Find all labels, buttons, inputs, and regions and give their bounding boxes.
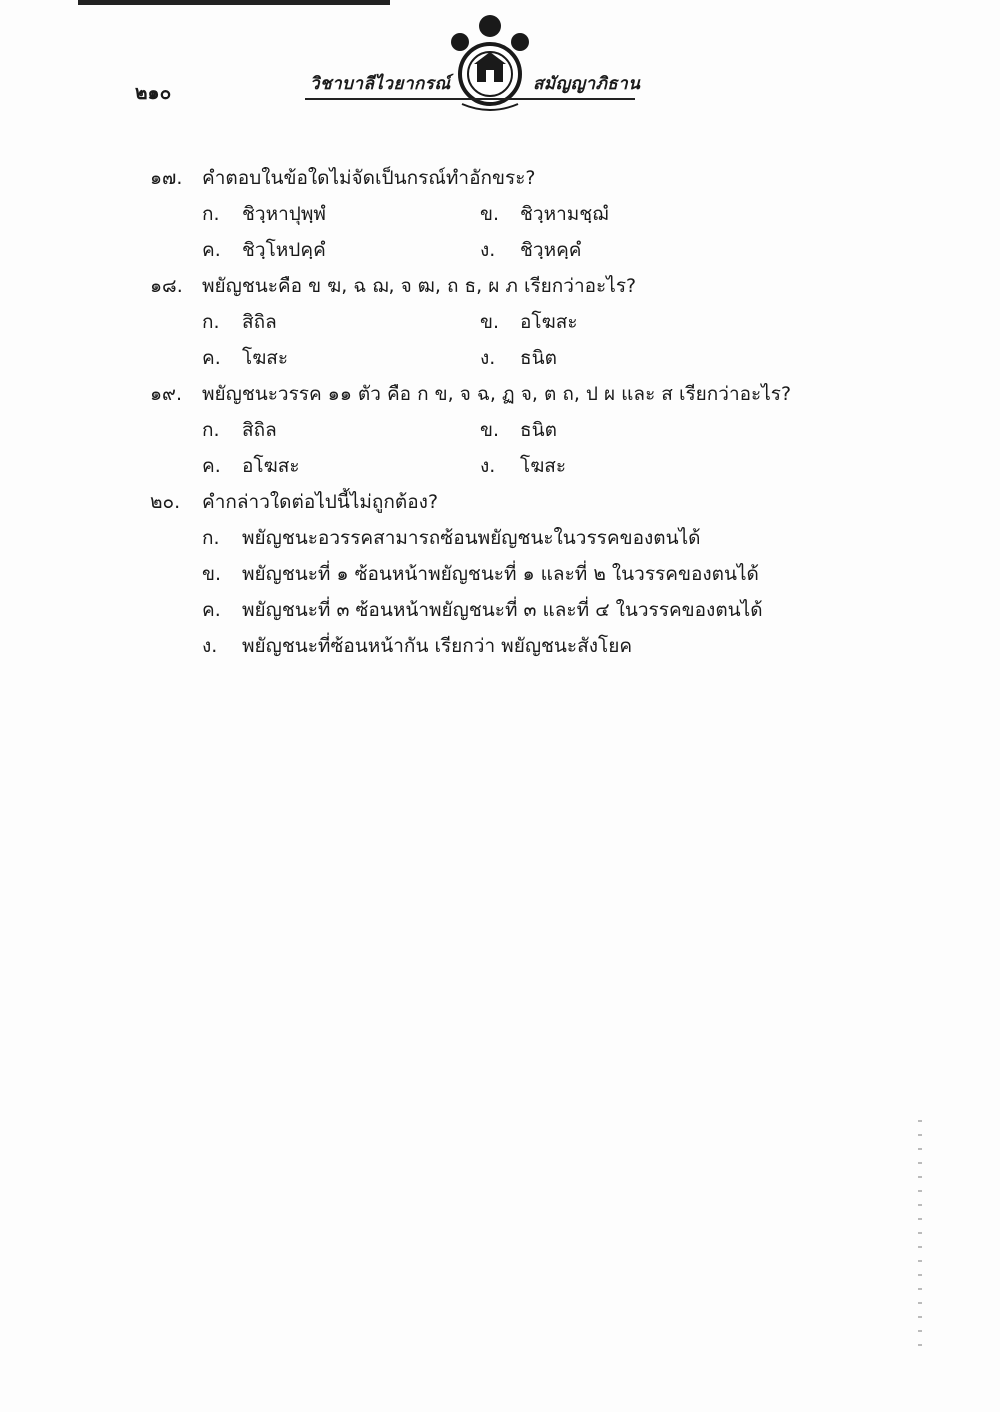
choice-c[interactable] [150, 592, 850, 628]
scan-artifact-dots [918, 1120, 922, 1350]
question-stem [150, 160, 850, 196]
choice-letter: ค. [202, 599, 221, 621]
choice-text: พยัญชนะที่ ๓ ซ้อนหน้าพยัญชนะที่ ๓ และที่ ๔ ในวรรคของตนได้ [242, 599, 763, 621]
question-stem [150, 268, 850, 304]
choice-letter: ง. [480, 455, 496, 477]
question-stem [150, 376, 850, 412]
choice-letter: ง. [480, 239, 496, 261]
top-border-rule [78, 0, 390, 5]
choice-text: โฆสะ [520, 455, 567, 477]
choice-b[interactable] [480, 304, 578, 340]
choice-letter: ก. [202, 203, 220, 225]
choice-letter: ข. [202, 563, 222, 585]
question-text: คำกล่าวใดต่อไปนี้ไม่ถูกต้อง? [202, 491, 439, 513]
choice-text: อโฆสะ [520, 311, 578, 333]
question-20 [150, 484, 850, 664]
choice-row [150, 304, 850, 340]
header-title-left: วิชาบาลีไวยากรณ์ [310, 74, 451, 94]
choice-letter: ก. [202, 527, 220, 549]
choice-text: พยัญชนะที่ ๑ ซ้อนหน้าพยัญชนะที่ ๑ และที่ ๒ ในวรรคของตนได้ [242, 563, 759, 585]
choice-text: สิถิล [242, 419, 277, 441]
choice-b[interactable] [480, 196, 608, 232]
choice-letter: ก. [202, 311, 220, 333]
choice-row [150, 340, 850, 376]
question-stem [150, 484, 850, 520]
header-title-right: สมัญญาภิธาน [533, 74, 641, 94]
choice-a[interactable] [202, 304, 277, 340]
choice-b[interactable] [150, 556, 850, 592]
choice-row [150, 232, 850, 268]
choice-text: ชิวฺหคฺคํ [520, 239, 582, 261]
emblem-logo [440, 12, 540, 117]
choice-letter: ข. [480, 203, 500, 225]
choice-text: สิถิล [242, 311, 277, 333]
choice-row [150, 412, 850, 448]
choice-text: ชิวฺหามชฺฌํ [520, 203, 609, 225]
question-19 [150, 376, 850, 484]
choice-text: ชิวฺโหปคฺคํ [242, 239, 326, 261]
question-text: พยัญชนะคือ ข ฆ, ฉ ฌ, จ ฒ, ถ ธ, ผ ภ เรียกว่าอะไร? [202, 275, 637, 297]
choice-letter: ง. [202, 635, 218, 657]
choice-text: อโฆสะ [242, 455, 300, 477]
choice-text: ธนิต [520, 347, 557, 369]
choice-d[interactable] [150, 628, 850, 664]
question-text: พยัญชนะวรรค ๑๑ ตัว คือ ก ข, จ ฉ, ฏ จ, ต ถ, ป ผ และ ส เรียกว่าอะไร? [202, 383, 792, 405]
choice-letter: ข. [480, 419, 500, 441]
choice-d[interactable] [480, 448, 566, 484]
header-underline [305, 98, 635, 100]
choice-letter: ค. [202, 455, 221, 477]
choice-a[interactable] [202, 196, 326, 232]
page-number: ๒๑๐ [135, 82, 172, 104]
choice-a[interactable] [150, 520, 850, 556]
choice-letter: ก. [202, 419, 220, 441]
question-list [150, 160, 850, 664]
choice-c[interactable] [202, 448, 300, 484]
choice-letter: ง. [480, 347, 496, 369]
choice-letter: ค. [202, 239, 221, 261]
question-number: ๑๘. [150, 275, 183, 297]
choice-text: ชิวฺหาปุพฺพํ [242, 203, 326, 225]
question-18 [150, 268, 850, 376]
choice-row [150, 448, 850, 484]
choice-b[interactable] [480, 412, 557, 448]
choice-text: ธนิต [520, 419, 557, 441]
choice-letter: ข. [480, 311, 500, 333]
choice-d[interactable] [480, 232, 582, 268]
choice-d[interactable] [480, 340, 557, 376]
choice-c[interactable] [202, 232, 326, 268]
question-text: คำตอบในข้อใดไม่จัดเป็นกรณ์ทำอักขระ? [202, 167, 536, 189]
choice-text: พยัญชนะที่ซ้อนหน้ากัน เรียกว่า พยัญชนะสังโยค [242, 635, 633, 657]
question-17 [150, 160, 850, 268]
choice-c[interactable] [202, 340, 288, 376]
question-number: ๑๙. [150, 383, 183, 405]
choice-letter: ค. [202, 347, 221, 369]
choice-row [150, 196, 850, 232]
question-number: ๑๗. [150, 167, 183, 189]
choice-a[interactable] [202, 412, 277, 448]
choice-text: โฆสะ [242, 347, 289, 369]
question-number: ๒๐. [150, 491, 181, 513]
choice-text: พยัญชนะอวรรคสามารถซ้อนพยัญชนะในวรรคของตนได้ [242, 527, 701, 549]
